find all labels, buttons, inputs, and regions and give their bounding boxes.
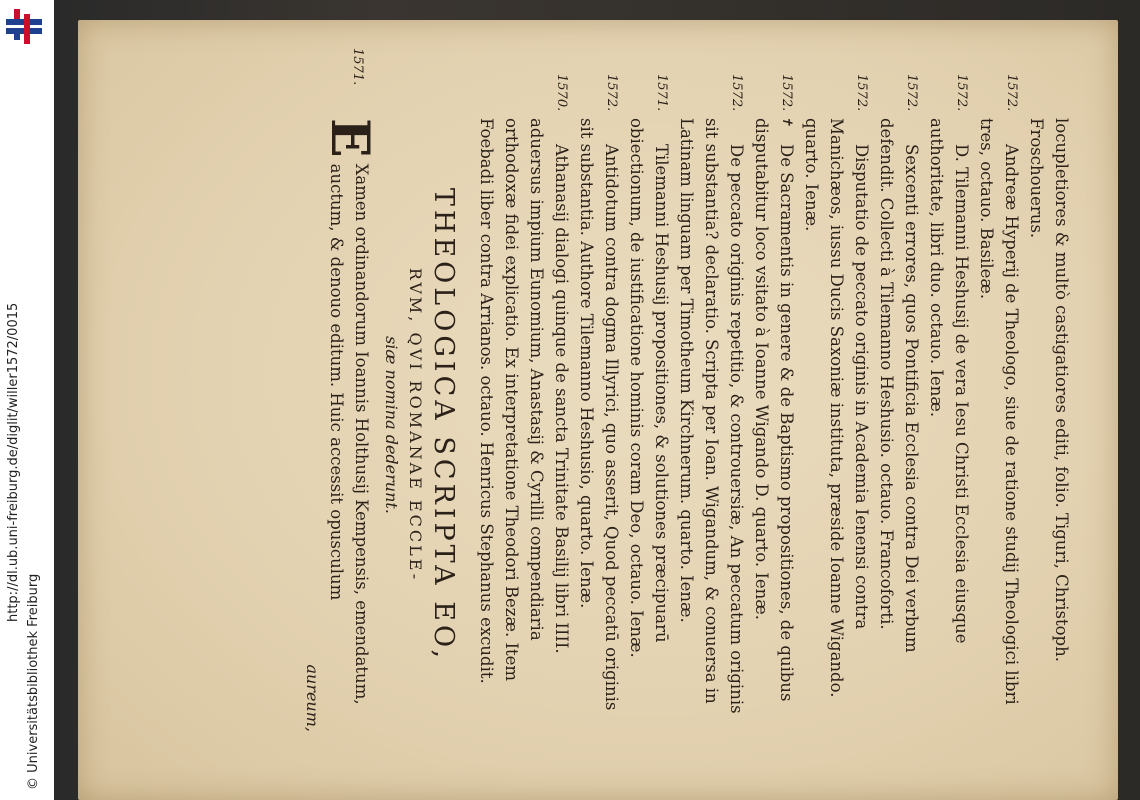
book-entry (474, 74, 574, 732)
entry-text: Tilemanni Heshusij propositiones, & solutiones præcipuarū obiectionum, de iustificatione hominis coram Deo, octauo. Ienæ. (627, 118, 671, 658)
book-entry (624, 74, 674, 732)
entry-text: Athanasij dialogi quinque de sancta Trinitate Basilij libri IIII. aduersus impium Eunomium, Anastasij & Cyrilli compendiaria orthodoxæ fidei explicatio. Ex interpretatione Theodori Bezæ. Item Foebadi liber contra Arrianos. octauo. Henricus Stephanus excudit. (477, 118, 571, 684)
entry-text: De peccato originis repetitio, & controuersiæ, An peccatum originis sit substantia? declaratio. Scripta per Ioan. Wigandum, & conuersa in Latinam linguam per Timotheum Kirchnerum. quarto. Ienæ. (677, 118, 746, 714)
entry-year: 1572. (1004, 74, 1019, 112)
entry-text: Andreæ Hyperij de Theologo, siue de ratione studij Theologici libri tres, octauo. Basileæ. (977, 118, 1021, 705)
entry-year: 1572. (729, 74, 744, 112)
book-entry (924, 74, 974, 732)
attribution-text (0, 0, 54, 800)
entry-year: 1571. (654, 74, 669, 112)
entry-year: 1572. (854, 74, 869, 112)
section-heading: THEOLOGICA SCRIPTA EO, (428, 187, 459, 663)
book-entry (874, 74, 924, 732)
entry-text: D. Tilemanni Heshusij de vera Iesu Christi Ecclesia eiusque authoritate, libri duo. octauo. Ienæ. (927, 118, 971, 644)
book-entry (674, 74, 749, 732)
entry-year: 1572. (604, 74, 619, 112)
section-note: siæ nomina dederunt. (382, 336, 401, 514)
attribution-sidebar (0, 0, 54, 800)
page-text-block (78, 20, 1118, 800)
permalink-url[interactable]: http://dl.ub.uni-freiburg.de/diglit/willer1572/0015 (6, 302, 21, 622)
book-entry (319, 48, 380, 732)
copyright-notice: © Universitätsbibliothek Freiburg (26, 573, 41, 790)
book-entry (974, 74, 1024, 732)
entry-year: 1572. (904, 74, 919, 112)
entry-text: Sexcenti errores, quos Pontificia Ecclesia contra Dei verbum defendit. Collecti à Tilemanno Heshusio. octauo. Francoforti. (877, 118, 921, 653)
section-subheading: RVM, QVI ROMANAE ECCLE- (406, 267, 425, 583)
book-entry (749, 74, 799, 732)
entry-text: locupletiores & multò castigatiores editi, folio. Tiguri, Christoph. Froschouerus. (1027, 118, 1071, 662)
entry-text: Xamen ordinandorum Ioannis Holthusij Kempensis, emendatum, auctum, & denouo editum. Huic accessit opusculum (327, 163, 371, 705)
entry-text: De Sacramentis in genere & de Baptismo propositiones, de quibus disputabitur loco vsitato à Ioanne Wigando D. quarto. Ienæ. (752, 118, 796, 702)
book-entry (1024, 118, 1074, 732)
drop-capital: E (319, 118, 380, 158)
scan-background (54, 0, 1140, 800)
entry-year: 1571. (350, 48, 365, 86)
scanned-page (78, 20, 1118, 800)
entry-year: 1572. (954, 74, 969, 112)
entry-text: Antidotum contra dogma Illyrici, quo asserit, Quod peccatū originis sit substantia. Authore Tilemanno Heshusio, quarto. Ienæ. (577, 118, 621, 711)
catchword: aureum, (303, 664, 322, 732)
entry-year: 1570. (554, 74, 569, 112)
book-entry (574, 74, 624, 732)
book-entry (799, 74, 874, 732)
entry-year: 1572. ✝ (779, 74, 794, 127)
entry-text: Disputatio de peccato originis in Academia Ienensi contra Manichæos, iussu Ducis Saxoniæ instituta, præside Ioanne Wigando. quarto. Ienæ. (802, 118, 871, 698)
